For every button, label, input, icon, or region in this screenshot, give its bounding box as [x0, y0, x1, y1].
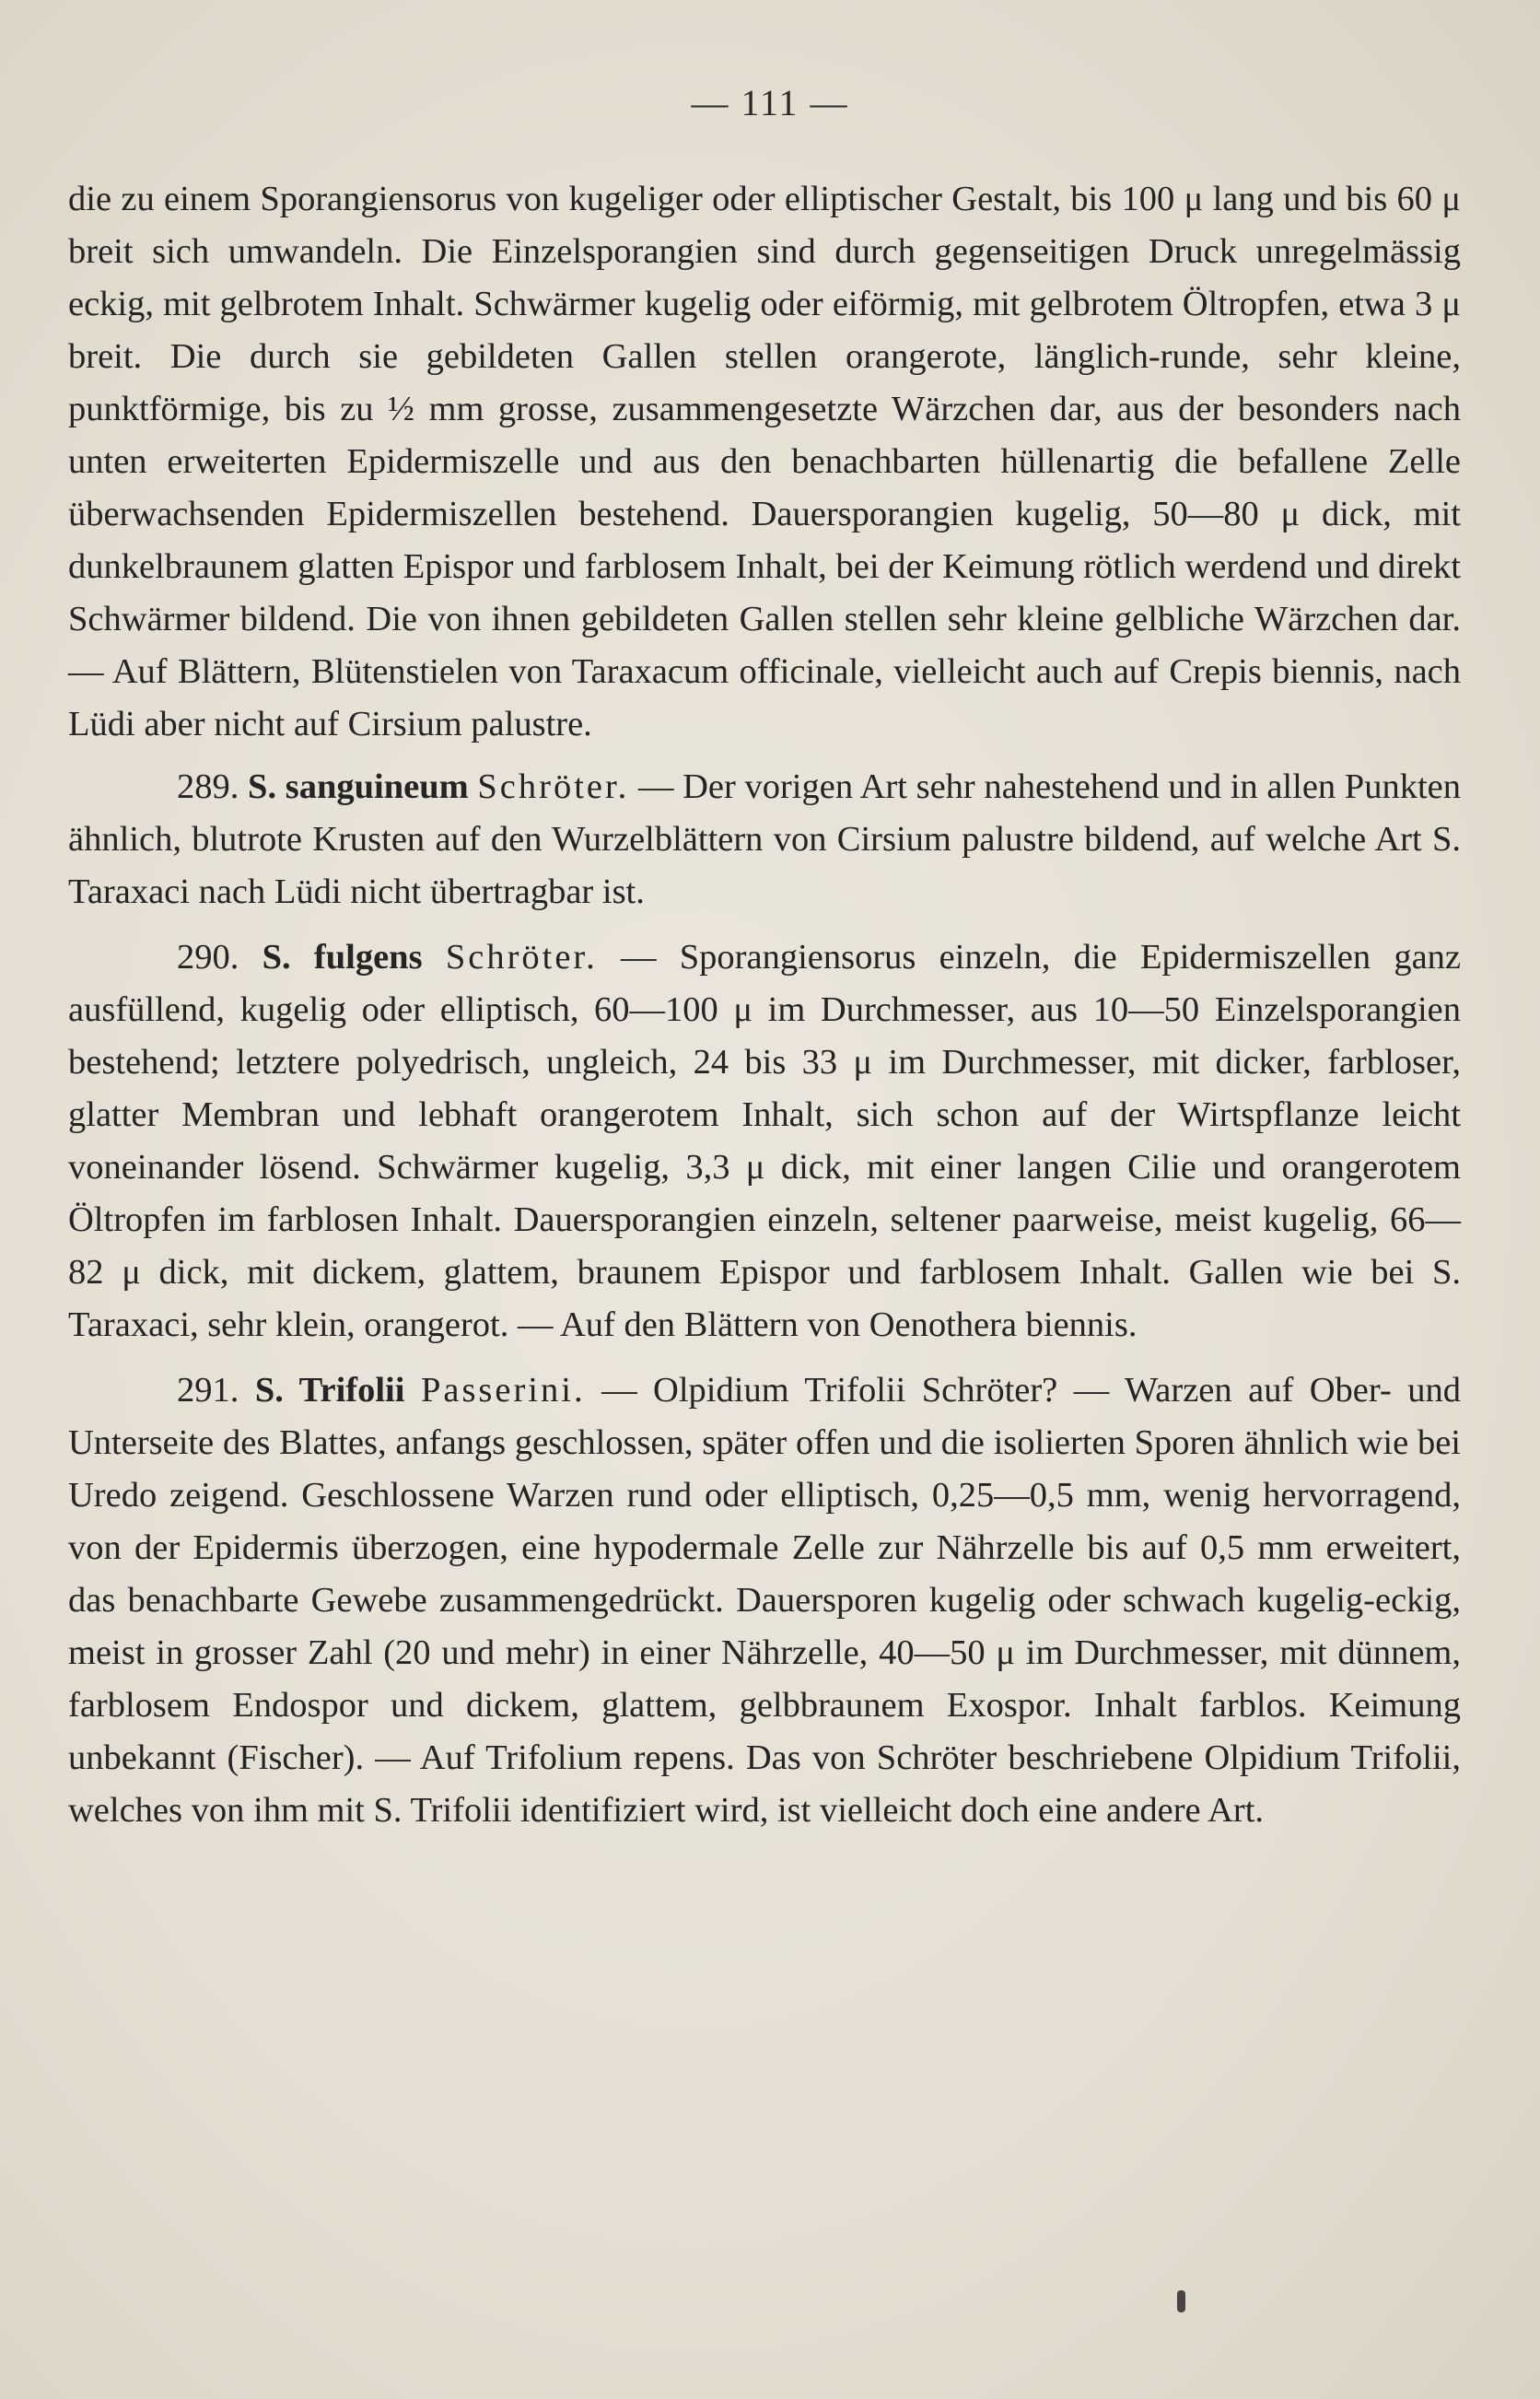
- species-entry-291: [68, 1364, 1461, 1837]
- species-entry-290: [68, 931, 1461, 1352]
- species-description: — Der vorigen Art sehr nahestehend und in allen Punkten ähnlich, blutrote Krusten auf den Wurzelblättern von Cirsium palustre bildend, auf welche Art S. Taraxaci nach Lüdi nicht übertragbar ist.: [68, 767, 1462, 911]
- species-name: S. Trifolii: [254, 1371, 405, 1410]
- species-entry-289: [68, 761, 1461, 919]
- species-description: — Olpidium Trifolii Schröter? — Warzen auf Ober- und Unterseite des Blattes, anfangs geschlossen, später offen und die isolierten Sporen ähnlich wie bei Uredo zeigend. Geschlossene Warzen rund oder elliptisch, 0,25—0,5 mm, wenig hervorragend, von der Epidermis überzogen, eine hypodermale Zelle zur Nährzelle bis auf 0,5 mm erweitert, das benachbarte Gewebe zusammengedrückt. Dauersporen kugelig oder schwach kugelig-eckig, meist in grosser Zahl (20 und mehr) in einer Nährzelle, 40—50 μ im Durchmesser, mit dünnem, farblosem Endospor und dickem, glattem, gelbbraunem Exospor. Inhalt farblos. Keimung unbekannt (Fischer). — Auf Trifolium repens. Das von Schröter beschriebene Olpidium Trifolii, welches von ihm mit S. Trifolii identifiziert wird, ist vielleicht doch eine andere Art.: [68, 1371, 1461, 1830]
- species-name: S. fulgens: [262, 938, 423, 977]
- entry-number: 291.: [177, 1371, 239, 1410]
- species-author: Schröter.: [445, 938, 598, 977]
- entry-number: 289.: [177, 767, 239, 806]
- species-name: S. sanguineum: [248, 767, 469, 806]
- entry-number: 290.: [177, 938, 239, 977]
- species-description: — Sporangiensorus einzeln, die Epidermiszellen ganz ausfüllend, kugelig oder elliptisch, 60—100 μ im Durchmesser, aus 10—50 Einzelsporangien bestehend; letztere polyedrisch, ungleich, 24 bis 33 μ im Durchmesser, mit dicker, farbloser, glatter Membran und lebhaft orangerotem Inhalt, sich schon auf der Wirtspflanze leicht voneinander lösend. Schwärmer kugelig, 3,3 μ dick, mit einer langen Cilie und orangerotem Öltropfen im farblosen Inhalt. Dauersporangien einzeln, seltener paarweise, meist kugelig, 66—82 μ dick, mit dickem, glattem, braunem Epispor und farblosem Inhalt. Gallen wie bei S. Taraxaci, sehr klein, orangerot. — Auf den Blättern von Oenothera biennis.: [68, 938, 1462, 1344]
- species-author: Schröter.: [477, 767, 630, 806]
- body-text: [68, 173, 1461, 1837]
- ink-smudge: [1177, 2290, 1185, 2312]
- species-author: Passerini.: [420, 1371, 586, 1410]
- page-number: — 111 —: [691, 82, 849, 123]
- intro-paragraph: die zu einem Sporangiensorus von kugeliger oder elliptischer Gestalt, bis 100 μ lang und bis 60 μ breit sich umwandeln. Die Einzelsporangien sind durch gegenseitigen Druck unregelmässig eckig, mit gelbrotem Inhalt. Schwärmer kugelig oder eiförmig, mit gelbrotem Öltropfen, etwa 3 μ breit. Die durch sie gebildeten Gallen stellen orangerote, länglich-runde, sehr kleine, punktförmige, bis zu ½ mm grosse, zusammengesetzte Wärzchen dar, aus der besonders nach unten erweiterten Epidermiszelle und aus den benachbarten hüllenartig die befallene Zelle überwachsenden Epidermiszellen bestehend. Dauersporangien kugelig, 50—80 μ dick, mit dunkelbraunem glatten Epispor und farblosem Inhalt, bei der Keimung rötlich werdend und direkt Schwärmer bildend. Die von ihnen gebildeten Gallen stellen sehr kleine gelbliche Wärzchen dar. — Auf Blättern, Blütenstielen von Taraxacum officinale, vielleicht auch auf Crepis biennis, nach Lüdi aber nicht auf Cirsium palustre.: [68, 180, 1461, 743]
